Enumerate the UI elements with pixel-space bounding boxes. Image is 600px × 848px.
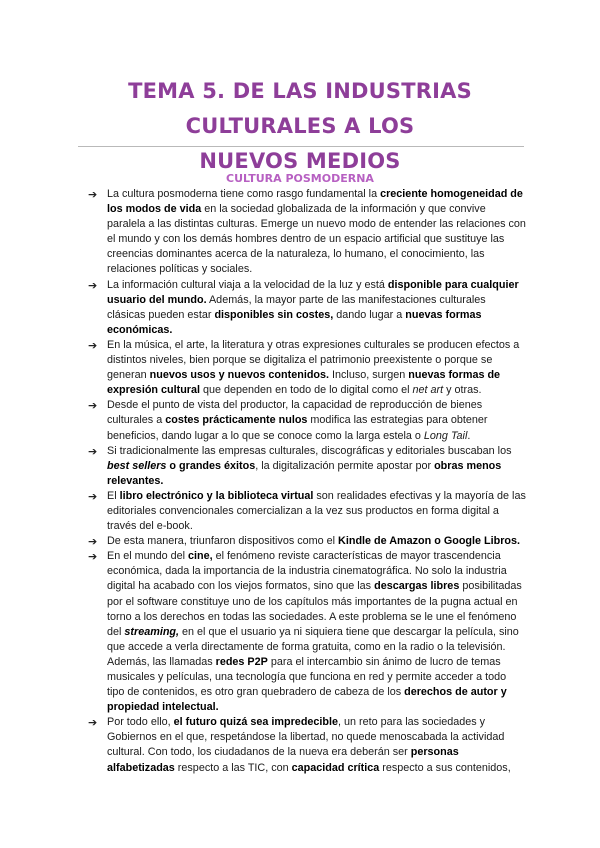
bullet-text-segment: . — [467, 429, 471, 442]
right-arrow-icon: ➔ — [88, 338, 98, 352]
bullet-text-segment: cine, — [188, 550, 213, 563]
bullet-text-segment: o grandes éxitos — [169, 459, 256, 472]
bullet-text-segment: personas alfabetizadas — [107, 746, 459, 774]
right-arrow-icon: ➔ — [88, 489, 98, 503]
bullet-text-segment: modifica las estrategias para obtener beneficios, dando lugar a lo que se conoce como la larga estela o — [107, 414, 488, 442]
bullet-text-segment: en el que el usuario ya ni siquiera tiene que descargar la película, sino que accede a verla directamente de forma gratuita, como en la radio o la televisión. Además, las llamadas — [107, 625, 519, 668]
bullet-text-segment: libro electrónico y la biblioteca virtual — [119, 489, 314, 502]
bullet-text-segment: , la digitalización permite apostar por — [255, 459, 435, 472]
bullet-text-segment: disponibles sin costes, — [214, 308, 334, 321]
bullet-item — [88, 338, 526, 398]
bullet-list — [88, 187, 526, 776]
bullet-text-segment: y otras. — [443, 384, 482, 397]
bullet-text-segment: son realidades efectivas y la mayoría de las editoriales convencionales comercializan a la vez sus productos en forma digital a través del e-book. — [107, 489, 526, 533]
bullet-text-segment: El — [107, 489, 120, 502]
title-divider — [78, 146, 524, 147]
bullet-text-segment: en la sociedad globalizada de la información y que convive paralela a las distintas culturas. Emerge un nuevo modo de entender las relaciones con el mundo y con los demás hombres dentro de un espacio artificial que sustituye las creencias dominantes acerca de la naturaleza, lo humano, el conocimiento, las relaciones políticas y sociales. — [107, 203, 526, 276]
bullet-text-segment: respecto a sus contenidos, — [379, 761, 511, 774]
bullet-text-segment: posibilitadas por el software constituye uno de los capítulos más importantes de la pugna actual en torno a los derechos en todas las sociedades. A este problema se le une el fenómeno del — [107, 580, 522, 638]
bullet-text-segment: En el mundo del — [107, 550, 189, 563]
page-title — [60, 74, 540, 179]
bullet-item — [88, 534, 526, 549]
bullet-text-segment: descargas libres — [374, 580, 460, 593]
bullet-text-segment: De esta manera, triunfaron dispositivos como el — [107, 535, 339, 548]
bullet-text-segment: Desde el punto de vista del productor, la capacidad de reproducción de bienes culturales a — [107, 399, 483, 427]
bullet-item — [88, 444, 526, 489]
bullet-item — [88, 549, 526, 715]
bullet-text-segment: Kindle de Amazon o Google Libros. — [338, 535, 521, 548]
right-arrow-icon: ➔ — [88, 550, 98, 564]
bullet-text-segment: que dependen en todo de lo digital como el — [200, 384, 413, 397]
right-arrow-icon: ➔ — [88, 444, 98, 458]
bullet-text-segment: Si tradicionalmente las empresas culturales, discográficas y editoriales buscaban los — [107, 444, 512, 457]
bullet-text-segment: Por todo ello, — [107, 716, 174, 729]
right-arrow-icon: ➔ — [88, 716, 98, 730]
right-arrow-icon: ➔ — [88, 188, 98, 201]
page-title-line-2: NUEVOS MEDIOS — [199, 149, 401, 173]
bullet-item — [88, 278, 526, 338]
bullet-text-segment: Además, la mayor parte de las manifestaciones culturales clásicas pueden estar — [107, 293, 486, 321]
bullet-item — [88, 398, 526, 443]
bullet-text-segment: net art — [412, 384, 444, 397]
bullet-text-segment: obras menos relevantes. — [107, 459, 502, 487]
bullet-text-segment: el futuro quizá sea impredecible — [173, 716, 339, 729]
bullet-text-segment: nuevos usos y nuevos contenidos. — [149, 369, 330, 382]
bullet-text-segment: , un reto para las sociedades y Gobiernos en el que, respetándose la libertad, no quede menoscabada la actividad cultural. Con todo, los ciudadanos de la nueva era deberán ser — [107, 716, 505, 759]
bullet-text-segment: el fenómeno reviste características de mayor trascendencia económica, dada la importancia de la industria cinematográfica. No solo la industria digital ha acabado con los viejos formatos, sino que las — [107, 550, 507, 593]
bullet-text-segment: respecto a las TIC, con — [174, 761, 292, 774]
section-subtitle: CULTURA POSMODERNA — [226, 172, 374, 185]
page-title-line-1: TEMA 5. DE LAS INDUSTRIAS CULTURALES A LOS — [128, 79, 472, 138]
bullet-text-segment: dando lugar a — [333, 308, 406, 321]
bullet-text-segment: nuevas formas de expresión cultural — [107, 369, 501, 397]
bullet-item — [88, 715, 526, 775]
bullet-item — [88, 187, 526, 278]
bullet-text-segment: capacidad crítica — [291, 761, 380, 774]
bullet-text-segment: derechos de autor y propiedad intelectual. — [107, 686, 507, 714]
bullet-text-segment: La información cultural viaja a la velocidad de la luz y está — [107, 278, 388, 291]
bullet-text-segment: La cultura posmoderna tiene como rasgo fundamental la — [107, 188, 381, 200]
right-arrow-icon: ➔ — [88, 535, 98, 549]
bullet-item — [88, 489, 526, 534]
bullet-text-segment: Long Tail — [423, 429, 468, 442]
bullet-text-segment: redes P2P — [215, 655, 268, 668]
bullet-text-segment: nuevas formas económicas. — [107, 308, 482, 336]
bullet-text-segment: streaming, — [124, 625, 180, 638]
right-arrow-icon: ➔ — [88, 399, 98, 413]
bullet-text-segment: costes prácticamente nulos — [165, 414, 308, 427]
bullet-text-segment: para el intercambio sin ánimo de lucro de temas musicales y películas, una tecnología que funciona en red y permite acceder a todo tipo de contenidos, es otro gran quebradero de cabeza de los — [107, 655, 507, 699]
bullet-text-segment: best sellers — [107, 459, 167, 472]
bullet-text-segment: Incluso, surgen — [329, 369, 409, 382]
bullet-text-segment: disponible para cualquier usuario del mundo. — [107, 278, 519, 306]
bullet-text-segment: creciente homogeneidad de los modos de vida — [107, 188, 523, 216]
right-arrow-icon: ➔ — [88, 278, 98, 292]
bullet-text-segment: En la música, el arte, la literatura y otras expresiones culturales se producen efectos a distintos niveles, bien porque se digitaliza el patrimonio preexistente o porque se generan — [107, 338, 520, 382]
